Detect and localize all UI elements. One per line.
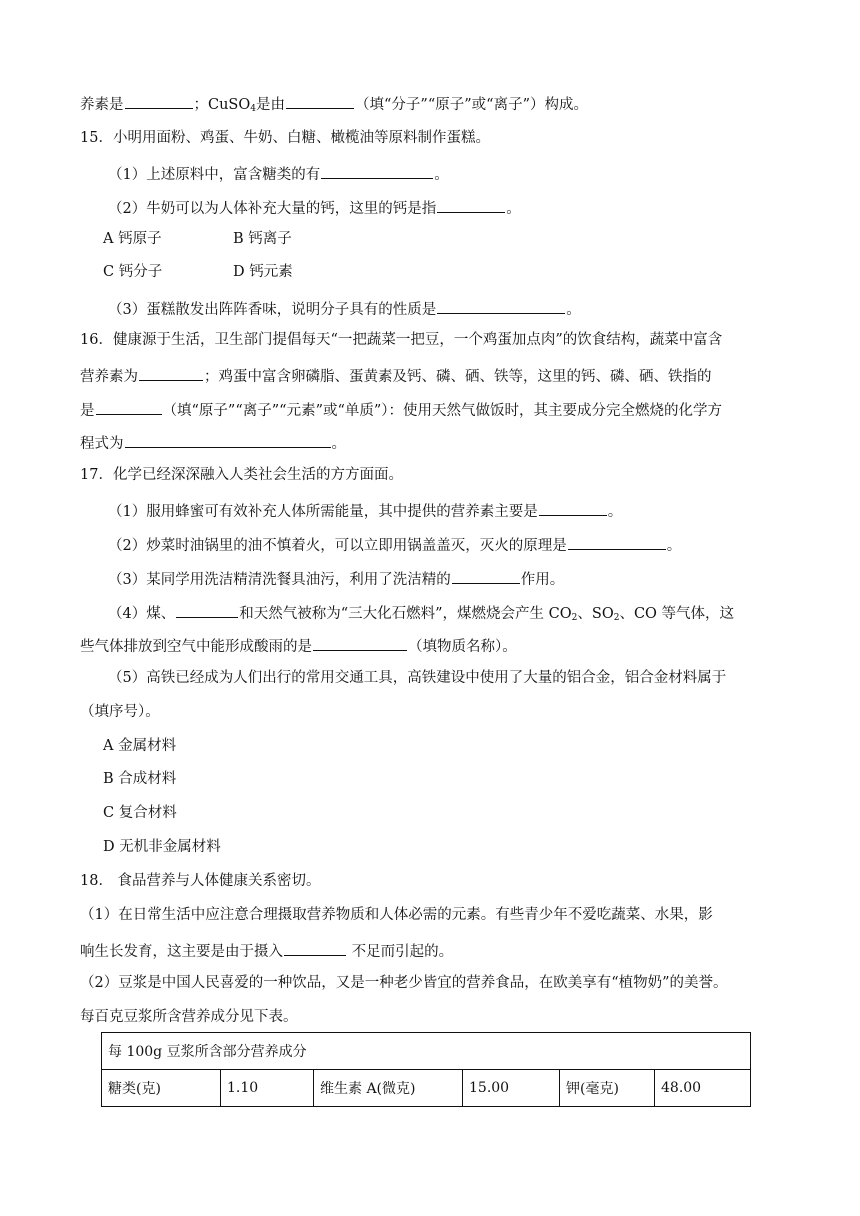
table-cell: 糖类(克) bbox=[102, 1070, 221, 1107]
q18-stem: 18． 食品营养与人体健康关系密切。 bbox=[80, 873, 321, 889]
nutrition-table bbox=[101, 1032, 751, 1107]
q17-part1: （1）服用蜂蜜可有效补充人体所需能量，其中提供的营养素主要是 。 bbox=[108, 499, 622, 522]
q15-part1: （1）上述原料中，富含糖类的有 。 bbox=[108, 162, 449, 185]
q17-part5: （5）高铁已经成为人们出行的常用交通工具，高铁建设中使用了大量的铝合金，铝合金材料属于 bbox=[108, 670, 727, 686]
answer-blank[interactable] bbox=[437, 297, 565, 314]
answer-blank[interactable] bbox=[321, 162, 433, 179]
table-cell: 钾(毫克) bbox=[560, 1070, 655, 1107]
option-c[interactable]: C 复合材料 bbox=[103, 805, 177, 821]
q15-part2: （2）牛奶可以为人体补充大量的钙，这里的钙是指 。 bbox=[108, 196, 521, 219]
q14-tail-line: 养素是 ；CuSO$_4$是由 （填“分子”“原子”或“离子”）构成。 bbox=[80, 92, 588, 115]
q16-line1: 16．健康源于生活，卫生部门提倡每天“一把蔬菜一把豆，一个鸡蛋加点肉”的饮食结构，蔬菜中富含 bbox=[80, 332, 723, 348]
q15-stem: 15．小明用面粉、鸡蛋、牛奶、白糖、橄榄油等原料制作蛋糕。 bbox=[80, 130, 490, 146]
q17-part3: （3）某同学用洗洁精清洗餐具油污，利用了洗洁精的 作用。 bbox=[108, 567, 564, 590]
q17-part5-cont: （填序号）。 bbox=[80, 704, 160, 720]
answer-blank[interactable] bbox=[139, 364, 203, 381]
q16-line2: 营养素为 ；鸡蛋中富含卵磷脂、蛋黄素及钙、磷、硒、铁等，这里的钙、磷、硒、铁指的 bbox=[80, 364, 712, 387]
answer-blank[interactable] bbox=[313, 634, 407, 651]
option-c[interactable]: C 钙分子 bbox=[103, 264, 163, 280]
answer-blank[interactable] bbox=[176, 601, 238, 618]
option-a[interactable]: A 金属材料 bbox=[103, 738, 177, 754]
option-b[interactable]: B 合成材料 bbox=[103, 771, 177, 787]
q17-part4: （4）煤、 和天然气被称为“三大化石燃料”，煤燃烧会产生 $CO_2$、$SO_2$、CO 等气体，这 bbox=[108, 601, 734, 624]
option-b[interactable]: B 钙离子 bbox=[233, 231, 292, 247]
answer-blank[interactable] bbox=[452, 567, 520, 584]
table-row bbox=[102, 1070, 751, 1107]
q18-part1-cont: 响生长发育，这主要是由于摄入 不足而引起的。 bbox=[80, 939, 453, 962]
q15-part3: （3）蛋糕散发出阵阵香味，说明分子具有的性质是 。 bbox=[108, 297, 581, 320]
option-d[interactable]: D 无机非金属材料 bbox=[103, 839, 221, 855]
table-cell: 1.10 bbox=[221, 1070, 314, 1107]
answer-blank[interactable] bbox=[125, 431, 331, 448]
option-a[interactable]: A 钙原子 bbox=[103, 231, 162, 247]
q17-stem: 17．化学已经深深融入人类社会生活的方方面面。 bbox=[80, 467, 403, 483]
answer-blank[interactable] bbox=[125, 92, 193, 109]
option-d[interactable]: D 钙元素 bbox=[233, 264, 293, 280]
q16-line3: 是 （填“原子”“离子”“元素”或“单质”）：使用天然气做饭时，其主要成分完全燃烧的化学方 bbox=[80, 398, 722, 421]
q16-line4: 程式为 。 bbox=[80, 431, 346, 454]
table-cell: 15.00 bbox=[463, 1070, 560, 1107]
answer-blank[interactable] bbox=[539, 499, 607, 516]
table-title: 每 100g 豆浆所含部分营养成分 bbox=[102, 1033, 751, 1070]
answer-blank[interactable] bbox=[284, 939, 346, 956]
q17-part2: （2）炒菜时油锅里的油不慎着火，可以立即用锅盖盖灭，灭火的原理是 。 bbox=[108, 533, 681, 556]
q18-part1: （1）在日常生活中应注意合理摄取营养物质和人体必需的元素。有些青少年不爱吃蔬菜、水果，影 bbox=[80, 907, 713, 923]
q18-part2: （2）豆浆是中国人民喜爱的一种饮品，又是一种老少皆宜的营养食品，在欧美享有“植物奶”的美誉。 bbox=[80, 975, 728, 991]
answer-blank[interactable] bbox=[96, 398, 162, 415]
table-cell: 48.00 bbox=[655, 1070, 751, 1107]
answer-blank[interactable] bbox=[437, 196, 505, 213]
table-cell: 维生素 A(微克) bbox=[314, 1070, 463, 1107]
table-title-row bbox=[102, 1033, 751, 1070]
answer-blank[interactable] bbox=[286, 92, 354, 109]
answer-blank[interactable] bbox=[568, 533, 666, 550]
q17-part4-cont: 些气体排放到空气中能形成酸雨的是 （填物质名称）。 bbox=[80, 634, 517, 657]
q18-part2-cont: 每百克豆浆所含营养成分见下表。 bbox=[80, 1009, 298, 1025]
